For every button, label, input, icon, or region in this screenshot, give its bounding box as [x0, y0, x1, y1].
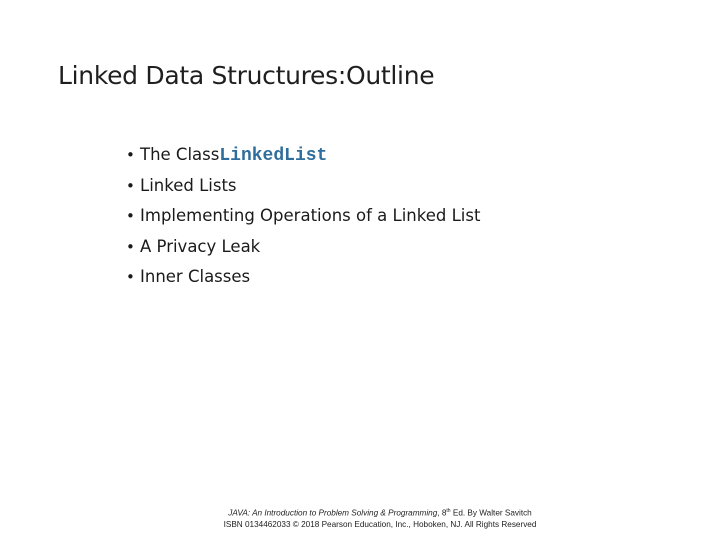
- bullet-icon: •: [126, 146, 135, 164]
- bullet-icon: •: [126, 176, 135, 195]
- bullet-icon: •: [126, 268, 135, 286]
- footer-comma: ,: [437, 508, 442, 518]
- footer-edition-number: 8: [441, 508, 447, 518]
- bullet-item-implementing-operations: [126, 206, 480, 237]
- footer-edition-suffix: th: [446, 508, 451, 514]
- bullet-text: Linked Lists: [140, 175, 237, 195]
- footer-book-title: JAVA: An Introduction to Problem Solving & Programming: [228, 508, 438, 518]
- bullet-icon: •: [126, 207, 135, 225]
- bullet-item-linkedlist: [126, 145, 480, 176]
- bullet-item-privacy-leak: [126, 237, 480, 268]
- footer-edition-rest: Ed. By Walter Savitch: [450, 508, 532, 518]
- bullet-text: A Privacy Leak: [140, 236, 261, 256]
- bullet-text: Inner Classes: [140, 267, 251, 286]
- code-term: LinkedList: [219, 146, 328, 166]
- bullet-item-linked-lists: [126, 176, 480, 207]
- bullet-prefix: The Class: [140, 145, 220, 164]
- bullet-icon: •: [126, 237, 135, 256]
- bullet-text: Implementing Operations of a Linked List: [140, 206, 481, 225]
- bullet-list: [126, 145, 480, 298]
- footer-isbn: ISBN 0134462033 © 2018 Pearson Education, Inc., Hoboken, NJ. All Rights Reserved: [223, 520, 537, 529]
- bullet-item-inner-classes: [126, 267, 480, 298]
- slide-title: Linked Data Structures:Outline: [58, 61, 435, 90]
